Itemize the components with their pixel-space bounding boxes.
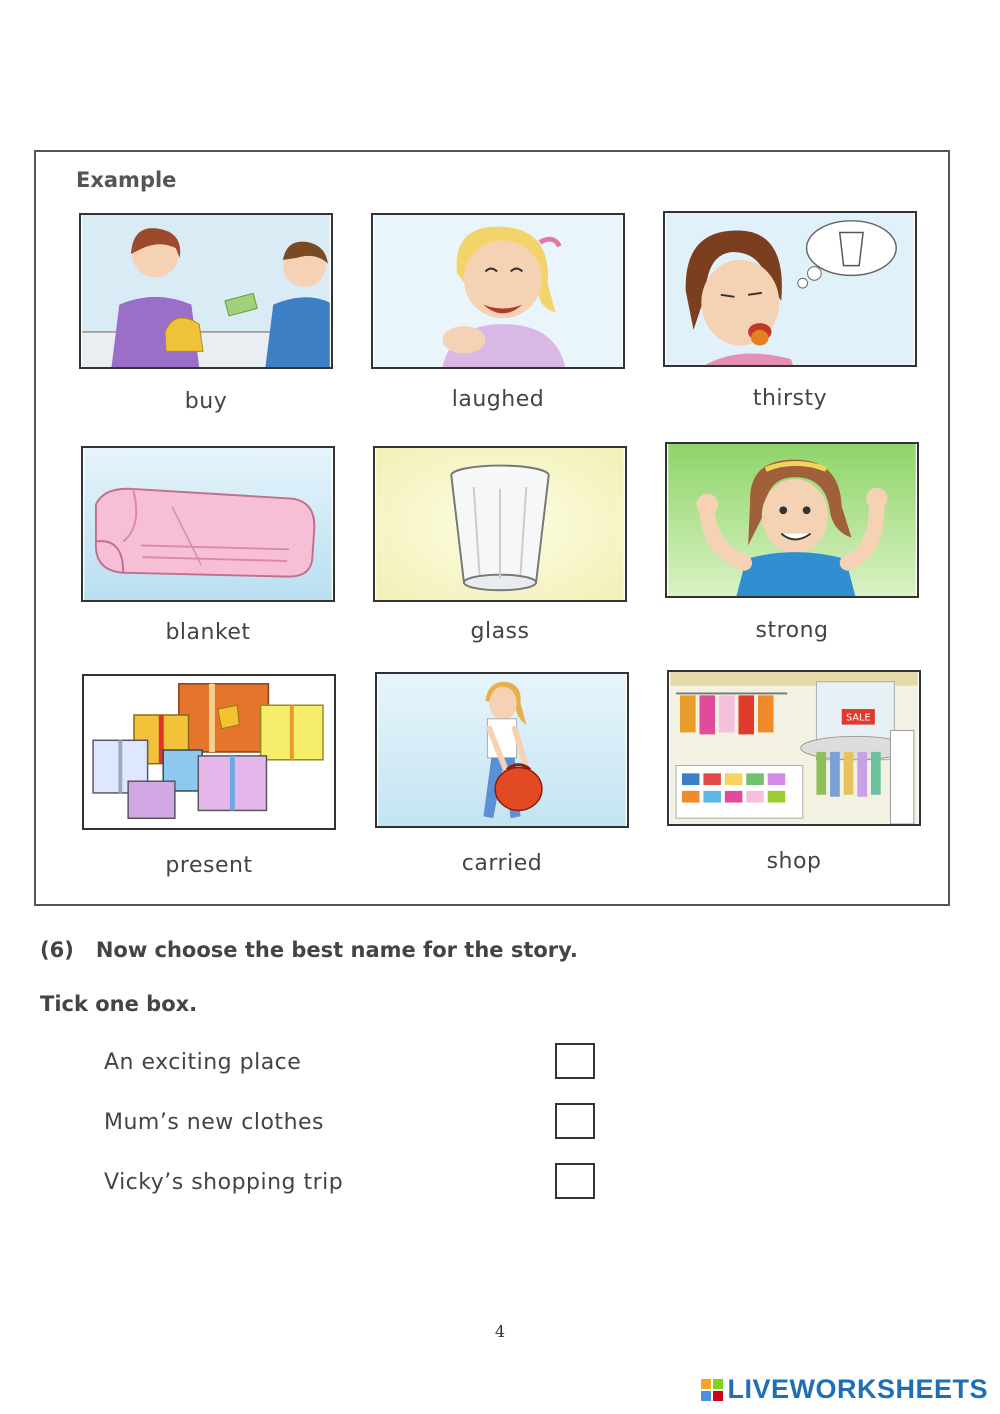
logo-text: LIVEWORKSHEETS bbox=[727, 1374, 988, 1404]
liveworksheets-logo bbox=[701, 1374, 988, 1405]
example-vocabulary-panel bbox=[34, 150, 950, 906]
question-number: (6) bbox=[40, 938, 74, 962]
word-thirsty: thirsty bbox=[752, 386, 828, 411]
word-present: present bbox=[165, 853, 253, 878]
logo-icon bbox=[701, 1379, 723, 1401]
picture-thirsty bbox=[663, 211, 917, 367]
picture-carried bbox=[375, 672, 629, 828]
picture-laughed bbox=[371, 213, 625, 369]
word-shop: shop bbox=[766, 849, 822, 874]
option-label-2: Mum’s new clothes bbox=[104, 1110, 325, 1135]
tick-box-3[interactable] bbox=[555, 1163, 595, 1199]
word-strong: strong bbox=[755, 618, 829, 643]
picture-buy bbox=[79, 213, 333, 369]
word-glass: glass bbox=[470, 619, 530, 644]
word-carried: carried bbox=[461, 851, 543, 876]
option-label-3: Vicky’s shopping trip bbox=[104, 1170, 344, 1195]
instruction-text: Tick one box. bbox=[40, 992, 198, 1016]
tick-box-2[interactable] bbox=[555, 1103, 595, 1139]
page-number: 4 bbox=[494, 1322, 506, 1341]
tick-box-1[interactable] bbox=[555, 1043, 595, 1079]
option-label-1: An exciting place bbox=[104, 1050, 302, 1075]
word-buy: buy bbox=[184, 389, 228, 414]
picture-glass bbox=[373, 446, 627, 602]
picture-strong bbox=[665, 442, 919, 598]
word-blanket: blanket bbox=[165, 620, 251, 645]
example-label: Example bbox=[76, 168, 177, 192]
picture-present bbox=[82, 674, 336, 830]
picture-shop bbox=[667, 670, 921, 826]
picture-blanket bbox=[81, 446, 335, 602]
question-6 bbox=[40, 938, 578, 962]
svg-text:SALE: SALE bbox=[846, 712, 871, 724]
question-text: Now choose the best name for the story. bbox=[95, 938, 578, 962]
word-laughed: laughed bbox=[451, 387, 545, 412]
